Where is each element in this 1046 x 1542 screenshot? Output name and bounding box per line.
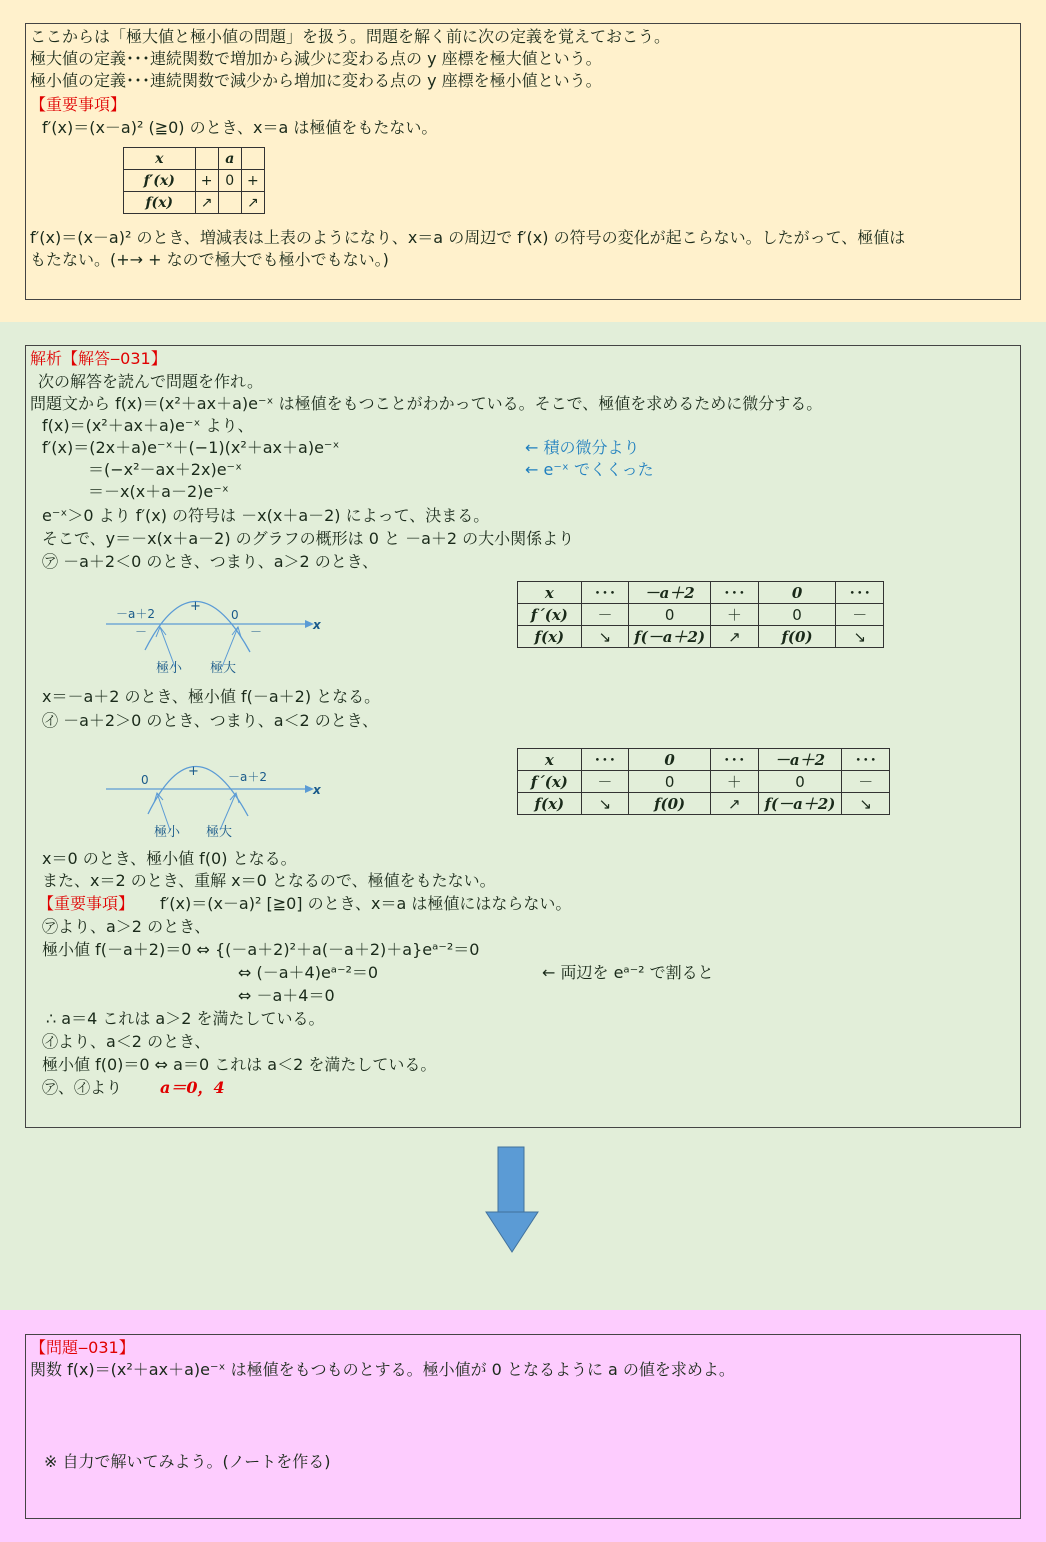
increase-arrow-icon: ↗	[195, 192, 218, 214]
cell: ＋	[711, 604, 759, 626]
graph-label-right: －a＋2	[228, 770, 267, 784]
cell: 0	[629, 749, 711, 771]
case-b-result: x＝0 のとき、極小値 f(0) となる。	[42, 849, 297, 868]
cell: f′(x)	[124, 170, 196, 192]
cell: ･･･	[711, 749, 759, 771]
solution-step: ∴ a＝4 これは a＞2 を満たしている。	[46, 1009, 325, 1028]
graph-label-right: 0	[231, 608, 239, 622]
case-a-heading: ㋐ －a＋2＜0 のとき、つまり、a＞2 のとき、	[42, 552, 379, 571]
graph-axis-x: x	[313, 783, 321, 797]
cell: －a＋2	[758, 749, 842, 771]
derivative-line: f′(x)＝(2x＋a)e⁻ˣ＋(−1)(x²＋ax＋a)e⁻ˣ	[42, 438, 340, 457]
cell: 0	[758, 582, 836, 604]
cell: +	[241, 170, 264, 192]
decrease-arrow-icon: ↘	[581, 626, 629, 648]
cell: －	[842, 771, 890, 793]
cell: ･･･	[581, 749, 629, 771]
graph-label-left: 0	[141, 773, 149, 787]
solution-step: ⇔ －a＋4＝0	[238, 986, 335, 1005]
self-solve-note: ※ 自力で解いてみよう。(ノートを作る)	[44, 1452, 331, 1471]
cell: x	[124, 148, 196, 170]
graph-max-label: 極大	[206, 825, 233, 840]
decrease-arrow-icon: ↘	[836, 626, 884, 648]
solution-line: 問題文から f(x)＝(x²＋ax＋a)e⁻ˣ は極値をもつことがわかっている。そこで、極値を求めるために微分する。	[30, 394, 823, 413]
case-b-heading: ㋑ －a＋2＞0 のとき、つまり、a＜2 のとき、	[42, 711, 379, 730]
sign-table-intro	[123, 147, 265, 214]
cell: f(0)	[758, 626, 836, 648]
solution-line: e⁻ˣ＞0 より f′(x) の符号は －x(x＋a－2) によって、決まる。	[42, 506, 490, 525]
cell: －a＋2	[629, 582, 711, 604]
important-label-2: 【重要事項】	[38, 894, 135, 913]
divide-note: ← 両辺を eᵃ⁻² で割ると	[542, 963, 714, 982]
increase-arrow-icon: ↗	[711, 793, 759, 815]
problem-heading: 【問題‒031】	[30, 1338, 135, 1357]
graph-min-label: 極小	[154, 825, 181, 840]
graph-minus-left: －	[135, 625, 148, 639]
cell: 0	[758, 604, 836, 626]
graph-min-label: 極小	[156, 661, 183, 676]
double-root-note: また、x＝2 のとき、重解 x＝0 となるので、極値をもたない。	[42, 871, 496, 890]
graph-case-b	[100, 748, 340, 843]
cell: 0	[758, 771, 842, 793]
graph-axis-x: x	[313, 618, 321, 632]
max-definition: 極大値の定義･･･連続関数で増加から減少に変わる点の y 座標を極大値という。	[30, 49, 602, 68]
cell: ･･･	[581, 582, 629, 604]
cell: a	[218, 148, 241, 170]
intro-explanation-2: もたない。(+→ + なので極大でも極小でもない。)	[30, 250, 389, 269]
final-answer: a＝0，4	[160, 1078, 225, 1097]
important-rule-2: f′(x)＝(x－a)² [≧0] のとき、x＝a は極値にはならない。	[160, 894, 572, 913]
cell: f´(x)	[518, 771, 582, 793]
cell	[241, 148, 264, 170]
product-rule-note: ← 積の微分より	[525, 438, 640, 457]
increase-arrow-icon: ↗	[241, 192, 264, 214]
case-a-result: x＝－a＋2 のとき、極小値 f(－a＋2) となる。	[42, 687, 381, 706]
down-arrow-icon	[484, 1146, 540, 1254]
derivative-line: ＝－x(x＋a－2)e⁻ˣ	[88, 482, 229, 501]
graph-plus: +	[190, 599, 201, 614]
cell: 0	[629, 604, 711, 626]
solution-line: 次の解答を読んで問題を作れ。	[38, 372, 263, 391]
cell: f(x)	[124, 192, 196, 214]
cell: 0	[629, 771, 711, 793]
cell: f´(x)	[518, 604, 582, 626]
solution-step: 極小値 f(0)＝0 ⇔ a＝0 これは a＜2 を満たしている。	[42, 1055, 437, 1074]
cell: －	[581, 604, 629, 626]
graph-minus-right: －	[250, 625, 263, 639]
factor-note: ← e⁻ˣ でくくった	[525, 460, 654, 479]
sign-table-case-a	[517, 581, 884, 648]
graph-plus: +	[188, 764, 199, 779]
min-definition: 極小値の定義･･･連続関数で減少から増加に変わる点の y 座標を極小値という。	[30, 71, 602, 90]
cell: x	[518, 749, 582, 771]
cell: f(0)	[629, 793, 711, 815]
cell: ･･･	[836, 582, 884, 604]
cell: +	[195, 170, 218, 192]
cell: f(x)	[518, 626, 582, 648]
important-rule: f′(x)＝(x－a)² (≧0) のとき、x＝a は極値をもたない。	[42, 118, 438, 137]
cell: ･･･	[842, 749, 890, 771]
cell	[195, 148, 218, 170]
cell: ･･･	[711, 582, 759, 604]
important-label: 【重要事項】	[30, 95, 127, 114]
cell: 0	[218, 170, 241, 192]
graph-case-a	[100, 582, 340, 677]
intro-explanation-1: f′(x)＝(x－a)² のとき、増減表は上表のようになり、x＝a の周辺で f′(x) の符号の変化が起こらない。したがって、極値は	[30, 228, 906, 247]
solution-line: そこで、y＝－x(x＋a－2) のグラフの概形は 0 と －a＋2 の大小関係より	[42, 529, 575, 548]
cell: －	[581, 771, 629, 793]
cell: ＋	[711, 771, 759, 793]
derivative-line: ＝(−x²－ax＋2x)e⁻ˣ	[88, 460, 243, 479]
cell: －	[836, 604, 884, 626]
cell: f(－a＋2)	[629, 626, 711, 648]
solution-line: f(x)＝(x²＋ax＋a)e⁻ˣ より、	[42, 416, 254, 435]
increase-arrow-icon: ↗	[711, 626, 759, 648]
intro-line-1: ここからは「極大値と極小値の問題」を扱う。問題を解く前に次の定義を覚えておこう。	[30, 27, 671, 46]
cell: f(x)	[518, 793, 582, 815]
conclusion-label: ㋐、㋑より	[42, 1078, 123, 1097]
graph-max-label: 極大	[210, 661, 237, 676]
solution-heading: 解析【解答‒031】	[30, 349, 167, 368]
cell	[218, 192, 241, 214]
problem-text: 関数 f(x)＝(x²＋ax＋a)e⁻ˣ は極値をもつものとする。極小値が 0 となるように a の値を求めよ。	[30, 1360, 735, 1379]
solution-step: ㋐より、a＞2 のとき、	[42, 917, 211, 936]
solution-step: ㋑より、a＜2 のとき、	[42, 1032, 211, 1051]
graph-label-left: －a＋2	[116, 607, 155, 621]
solution-step: 極小値 f(－a＋2)＝0 ⇔ {(－a＋2)²＋a(－a＋2)＋a}eᵃ⁻²＝0	[42, 940, 480, 959]
cell: f(－a＋2)	[758, 793, 842, 815]
cell: x	[518, 582, 582, 604]
solution-step: ⇔ (－a＋4)eᵃ⁻²＝0	[238, 963, 379, 982]
decrease-arrow-icon: ↘	[581, 793, 629, 815]
decrease-arrow-icon: ↘	[842, 793, 890, 815]
sign-table-case-b	[517, 748, 890, 815]
